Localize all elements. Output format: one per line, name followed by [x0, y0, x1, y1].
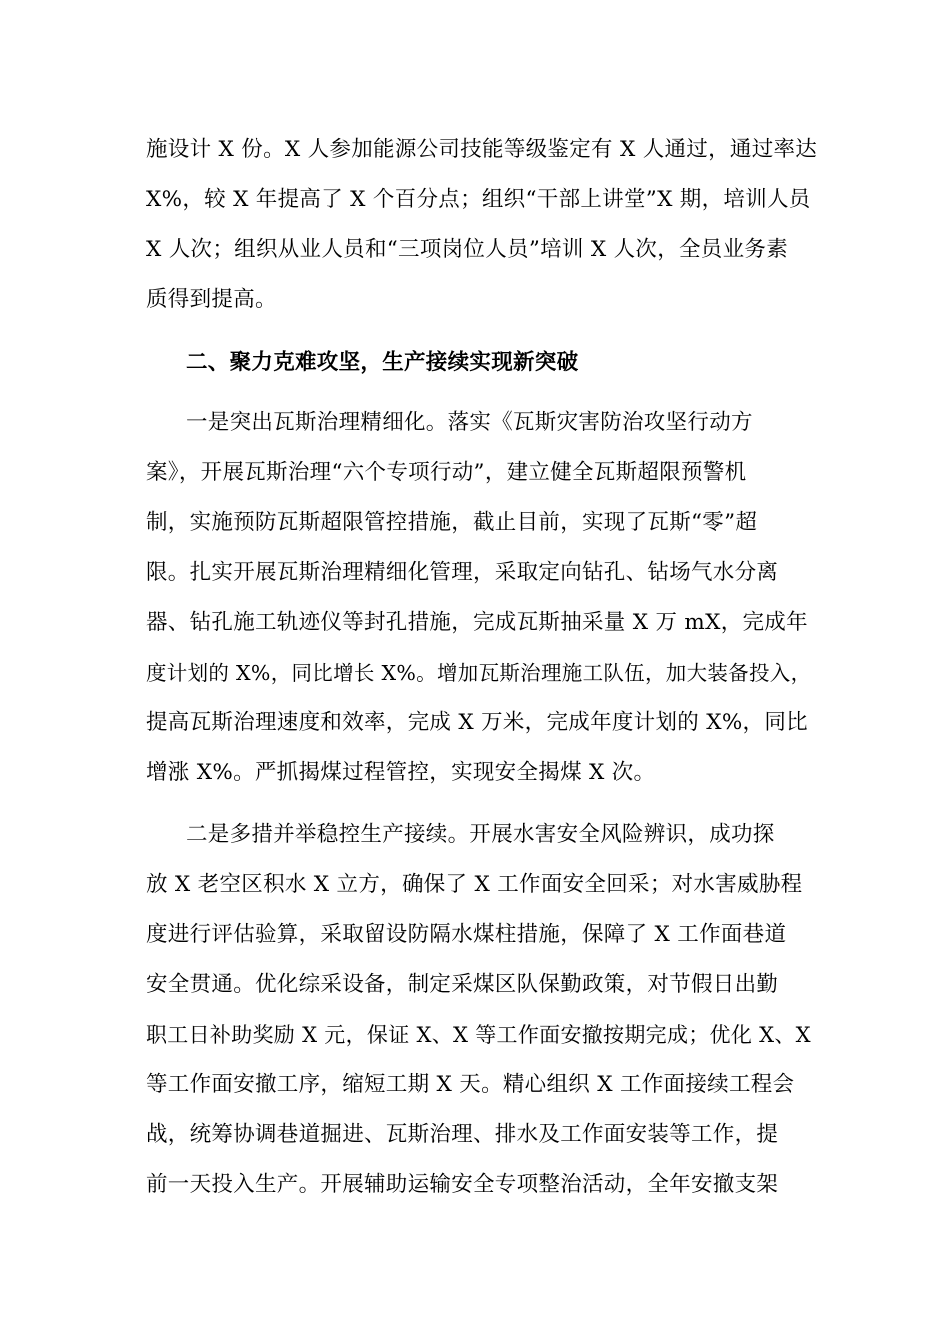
text-line: X 人次；组织从业人员和“三项岗位人员”培训 X 人次，全员业务素 [146, 237, 789, 262]
text-line: 案》，开展瓦斯治理“六个专项行动”，建立健全瓦斯超限预警机 [146, 460, 747, 485]
text-line: X%，较 X 年提高了 X 个百分点；组织“干部上讲堂”X 期，培训人员 [146, 187, 811, 212]
text-line: 等工作面安撤工序，缩短工期 X 天。精心组织 X 工作面接续工程会 [146, 1072, 795, 1097]
text-line: 限。扎实开展瓦斯治理精细化管理，采取定向钻孔、钻场气水分离 [146, 560, 779, 585]
text-line: 安全贯通。优化综采设备，制定采煤区队保勤政策，对节假日出勤 [146, 972, 779, 997]
text-line: 增涨 X%。严抓揭煤过程管控，实现安全揭煤 X 次。 [146, 760, 656, 785]
text-line: 制，实施预防瓦斯超限管控措施，截止目前，实现了瓦斯“零”超 [146, 510, 758, 535]
text-line: 一是突出瓦斯治理精细化。落实《瓦斯灾害防治攻坚行动方 [186, 410, 753, 435]
text-line: 器、钻孔施工轨迹仪等封孔措施，完成瓦斯抽采量 X 万 mX，完成年 [146, 610, 808, 635]
text-line: 质得到提高。 [146, 287, 277, 312]
text-line: 前一天投入生产。开展辅助运输安全专项整治活动，全年安撤支架 [146, 1172, 779, 1197]
text-line: 度计划的 X%，同比增长 X%。增加瓦斯治理施工队伍，加大装备投入， [146, 661, 812, 685]
text-line: 职工日补助奖励 X 元，保证 X、X 等工作面安撤按期完成；优化 X、X [146, 1023, 811, 1047]
text-line: 度进行评估验算，采取留设防隔水煤柱措施，保障了 X 工作面巷道 [146, 922, 787, 947]
text-line: 提高瓦斯治理速度和效率，完成 X 万米，完成年度计划的 X%，同比 [146, 710, 808, 735]
text-line: 放 X 老空区积水 X 立方，确保了 X 工作面安全回采；对水害威胁程 [146, 872, 803, 897]
text-line: 二是多措并举稳控生产接续。开展水害安全风险辨识，成功探 [186, 822, 775, 847]
section-heading: 二、聚力克难攻坚，生产接续实现新突破 [186, 350, 579, 375]
text-line: 战，统筹协调巷道掘进、瓦斯治理、排水及工作面安装等工作，提 [146, 1122, 779, 1147]
text-line: 施设计 X 份。X 人参加能源公司技能等级鉴定有 X 人通过，通过率达 [146, 137, 818, 162]
